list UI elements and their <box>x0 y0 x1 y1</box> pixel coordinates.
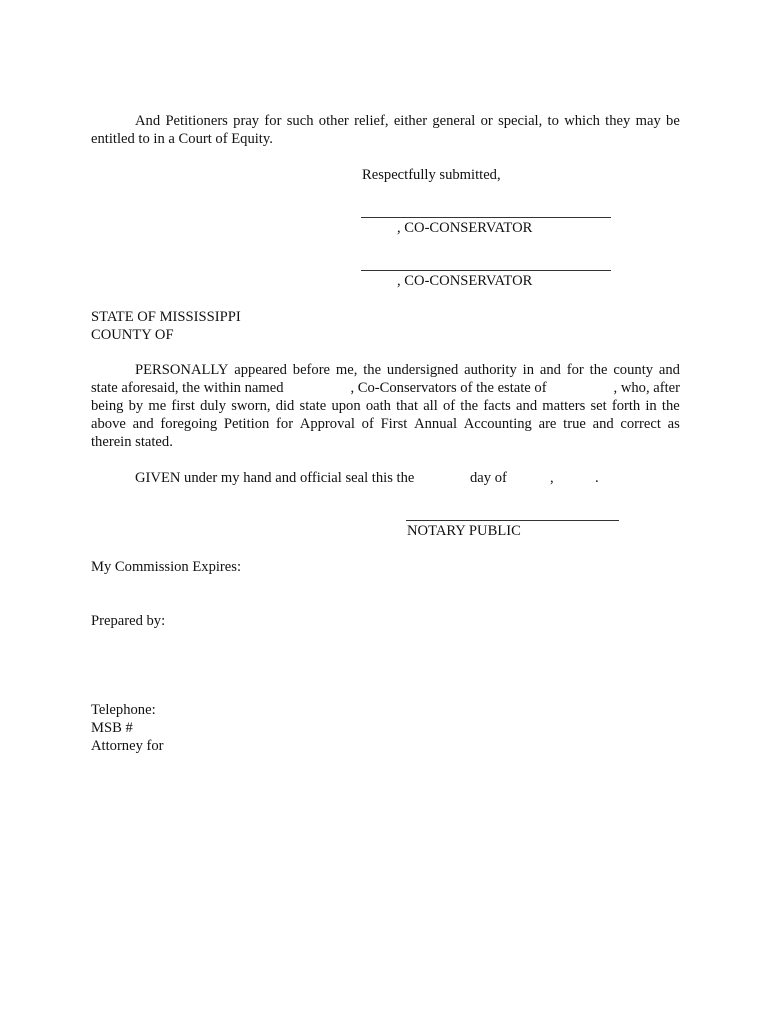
affidavit-line-1 <box>91 361 680 379</box>
word: be <box>666 113 680 129</box>
affidavit-line-2-part-1: state aforesaid, the within named <box>91 380 284 396</box>
word: for <box>276 416 294 432</box>
word: in <box>645 398 657 414</box>
closing-text: Respectfully submitted, <box>362 167 501 183</box>
relief-paragraph <box>91 112 680 148</box>
given-comma: , <box>550 470 554 486</box>
venue-county: COUNTY OF <box>91 327 174 343</box>
word: facts <box>483 398 511 414</box>
word: special, <box>498 113 543 129</box>
commission-expires: My Commission Expires: <box>91 559 241 575</box>
word: and <box>132 416 154 432</box>
affidavit-paragraph <box>91 361 680 451</box>
word: matters <box>542 398 586 414</box>
word: and <box>516 398 538 414</box>
word: undersigned <box>386 362 459 378</box>
relief-line-1 <box>91 112 680 130</box>
word: for <box>566 362 584 378</box>
word: either <box>393 113 428 129</box>
relief-line-2: entitled to in a Court of Equity. <box>91 131 273 147</box>
notary-title: NOTARY PUBLIC <box>407 523 521 539</box>
signature-title-2: , CO-CONSERVATOR <box>397 273 533 289</box>
given-day: day of <box>470 470 507 486</box>
word: Accounting <box>463 416 532 432</box>
affidavit-line-2-part-3: , who, after <box>613 380 680 396</box>
notary-signature-line <box>406 520 619 521</box>
word: for <box>264 113 282 129</box>
word: the <box>661 398 680 414</box>
word: the <box>460 398 479 414</box>
word: Petitioners <box>165 113 228 129</box>
word: Petition <box>223 416 270 432</box>
word: oath <box>365 398 391 414</box>
affidavit-line-1-text <box>135 361 680 379</box>
word: general <box>432 113 476 129</box>
word: other <box>318 113 349 129</box>
word: and <box>592 416 614 432</box>
word: of <box>361 416 374 432</box>
word: as <box>667 416 680 432</box>
word: by <box>128 398 144 414</box>
word: sworn, <box>231 398 271 414</box>
word: appeared <box>234 362 287 378</box>
word: First <box>380 416 408 432</box>
word: PERSONALLY <box>135 362 229 378</box>
word: which <box>564 113 600 129</box>
word: being <box>91 398 124 414</box>
relief-line-1-text <box>135 112 680 130</box>
given-text: GIVEN under my hand and official seal this the <box>135 470 415 486</box>
word: all <box>423 398 438 414</box>
affidavit-line-2-part-2: , Co-Conservators of the estate of <box>350 380 547 396</box>
affidavit-line-4 <box>91 415 680 433</box>
word: county <box>613 362 654 378</box>
signature-line-1 <box>361 217 611 218</box>
word: to <box>547 113 559 129</box>
msb-label: MSB # <box>91 720 133 736</box>
word: did <box>275 398 295 414</box>
word: authority <box>464 362 517 378</box>
telephone-label: Telephone: <box>91 702 156 718</box>
word: state <box>299 398 327 414</box>
word: me, <box>335 362 358 378</box>
word: true <box>563 416 586 432</box>
affidavit-line-3 <box>91 397 680 415</box>
prepared-by: Prepared by: <box>91 613 166 629</box>
word: and <box>658 362 680 378</box>
word: Approval <box>299 416 355 432</box>
affidavit-line-4-text <box>91 415 680 433</box>
word: pray <box>233 113 260 129</box>
word: before <box>292 362 331 378</box>
word: are <box>538 416 557 432</box>
word: above <box>91 416 126 432</box>
word: duly <box>200 398 227 414</box>
word: correct <box>620 416 661 432</box>
affidavit-line-5: therein stated. <box>91 434 173 450</box>
word: And <box>135 113 161 129</box>
word: set <box>590 398 607 414</box>
affidavit-line-2 <box>91 379 680 397</box>
word: or <box>480 113 493 129</box>
word: the <box>589 362 608 378</box>
word: me <box>148 398 167 414</box>
word: first <box>171 398 195 414</box>
word: relief, <box>354 113 389 129</box>
signature-title-1: , CO-CONSERVATOR <box>397 220 533 236</box>
word: that <box>396 398 419 414</box>
word: upon <box>331 398 361 414</box>
word: forth <box>611 398 641 414</box>
attorney-for-label: Attorney for <box>91 738 164 754</box>
given-period: . <box>595 470 599 486</box>
word: may <box>635 113 661 129</box>
word: of <box>442 398 456 414</box>
word: they <box>605 113 631 129</box>
word: such <box>286 113 314 129</box>
word: the <box>363 362 382 378</box>
word: foregoing <box>160 416 218 432</box>
word: Annual <box>414 416 458 432</box>
word: and <box>539 362 561 378</box>
word: in <box>522 362 534 378</box>
venue-state: STATE OF MISSISSIPPI <box>91 309 241 325</box>
signature-line-2 <box>361 270 611 271</box>
affidavit-line-3-text <box>91 397 680 415</box>
